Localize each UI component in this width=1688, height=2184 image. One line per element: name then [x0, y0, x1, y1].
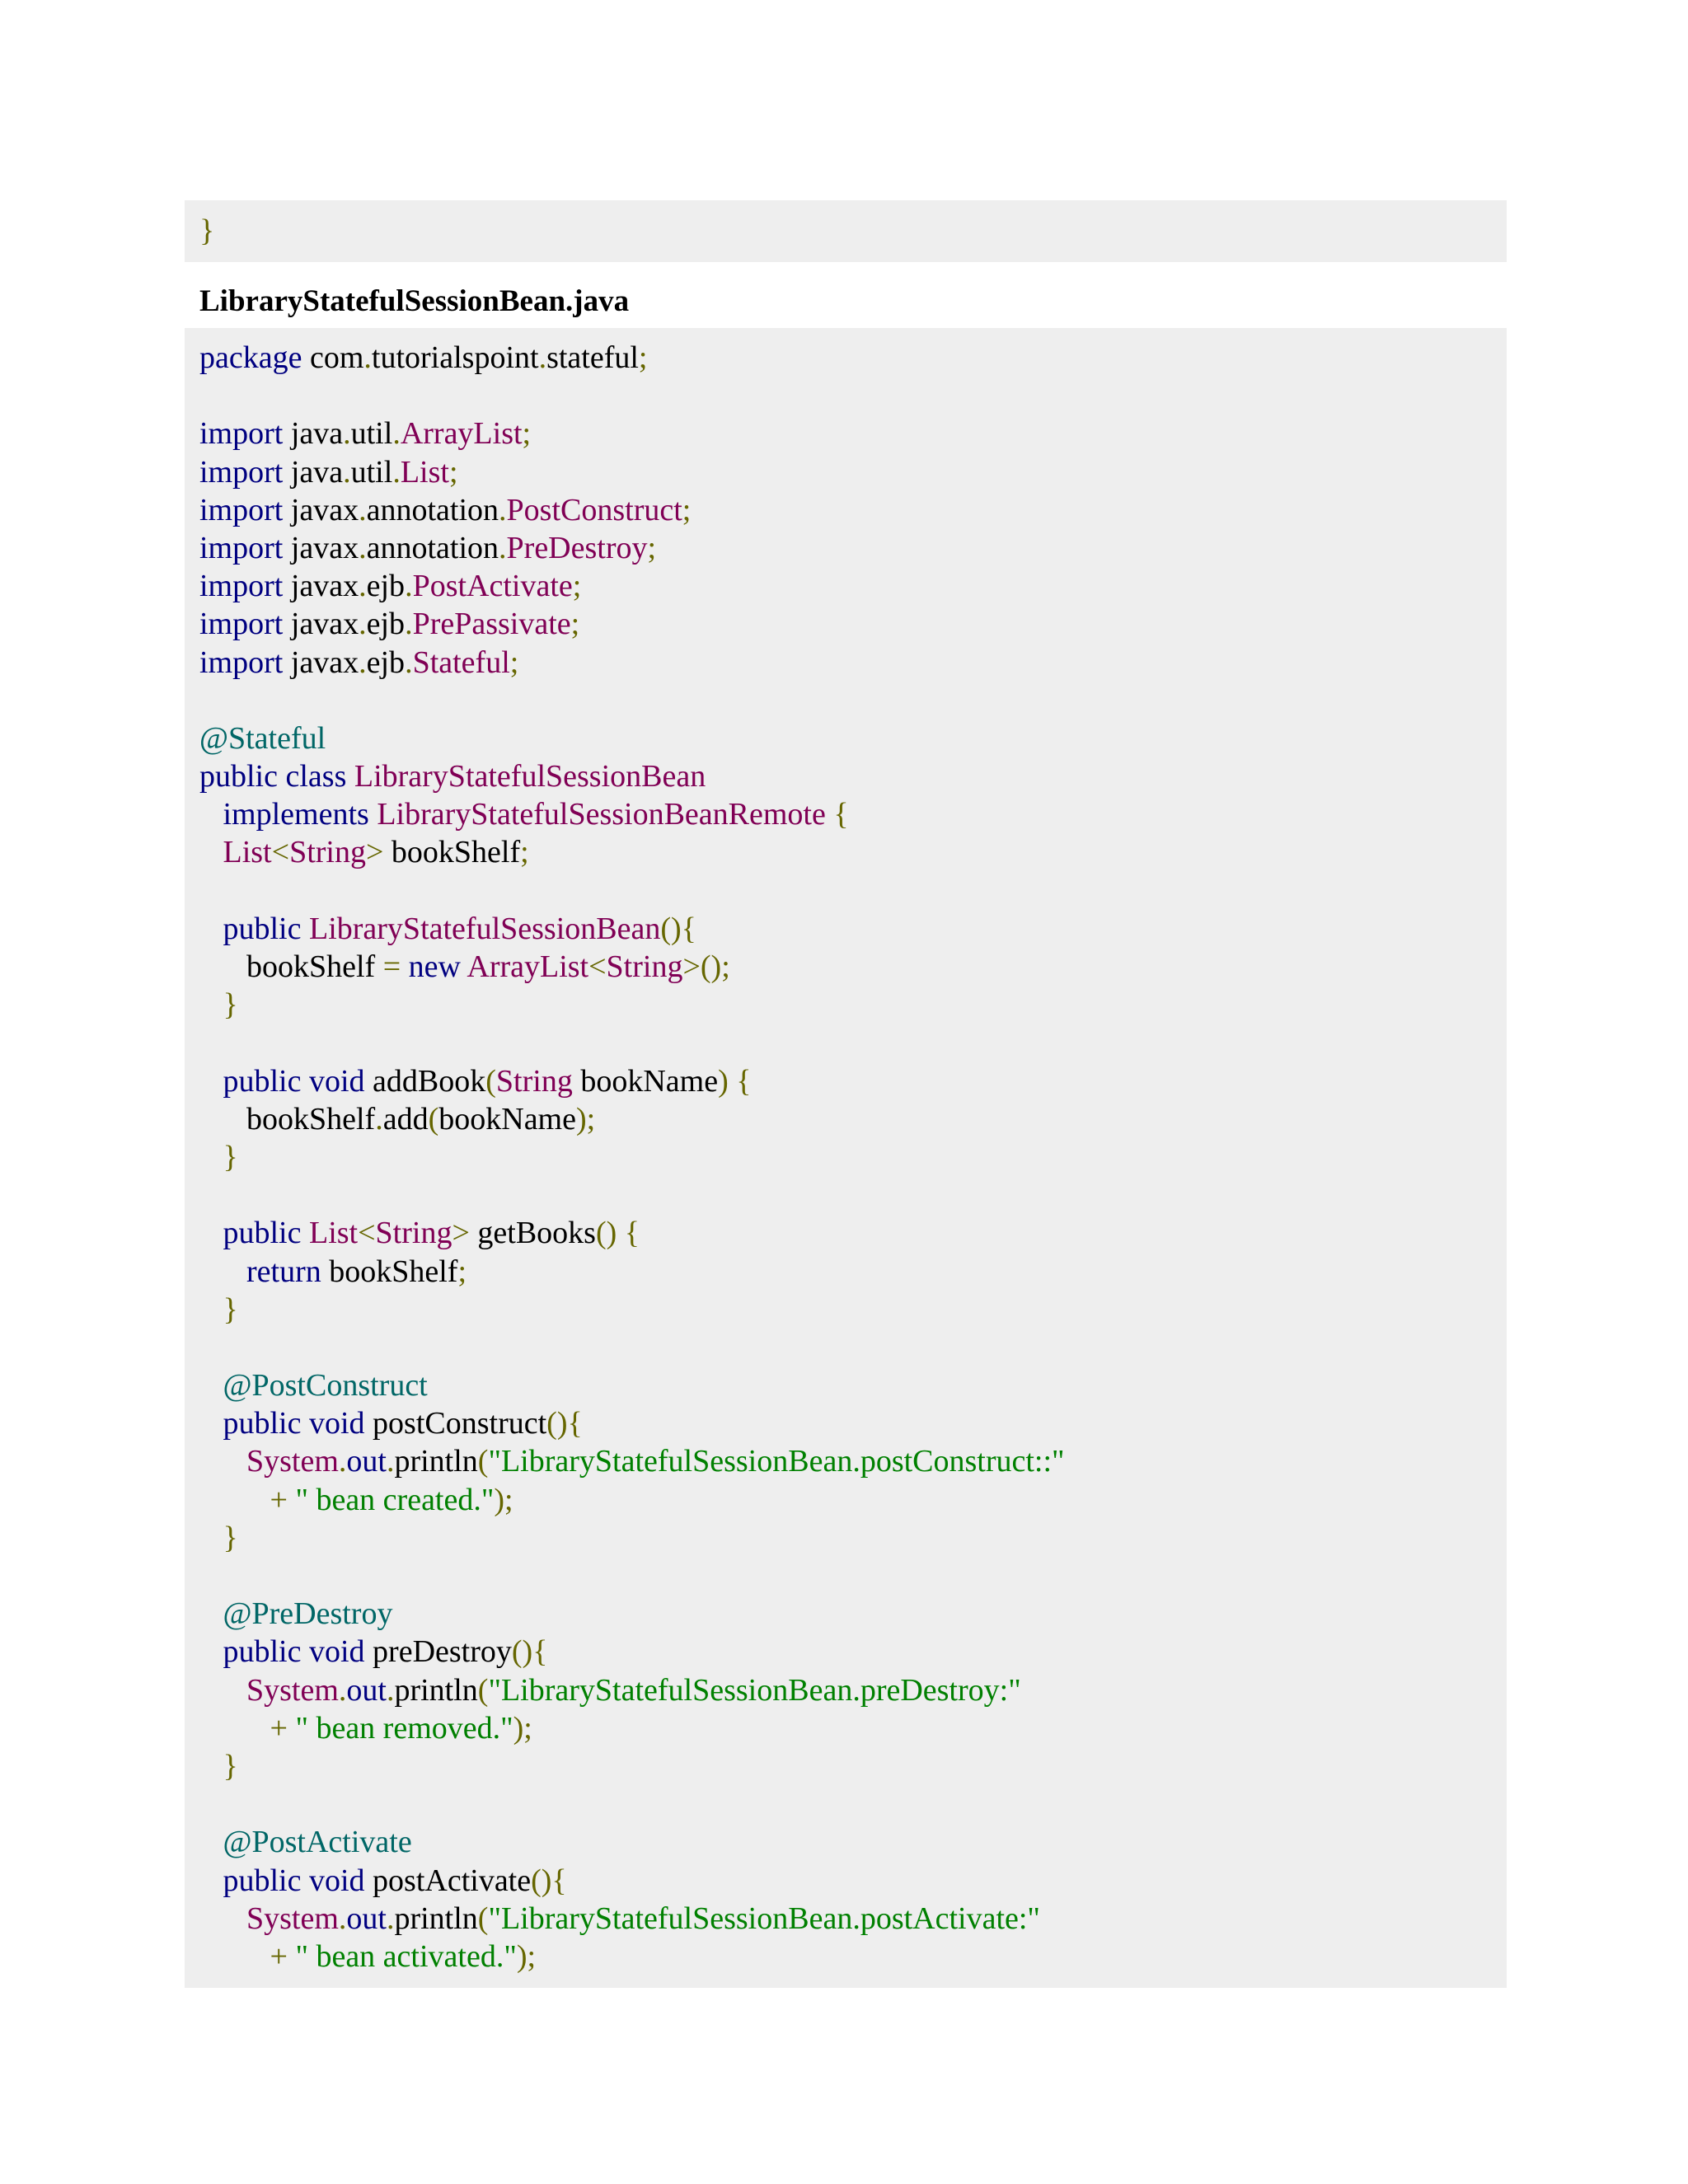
code-token: (: [477, 1900, 489, 1936]
code-token: import: [199, 607, 284, 642]
code-token: [199, 1711, 270, 1746]
code-token: .: [343, 416, 351, 452]
code-token: >: [365, 835, 384, 870]
code-line: [199, 1595, 1507, 1633]
code-token: .: [392, 416, 401, 452]
code-token: public: [223, 1063, 302, 1099]
code-token: .: [359, 607, 367, 642]
code-token: [199, 1634, 223, 1669]
code-token: "LibraryStatefulSessionBean.preDestroy:": [488, 1672, 1021, 1708]
code-line: [199, 1785, 1507, 1823]
code-token: [199, 1140, 223, 1174]
code-token: LibraryStatefulSessionBeanRemote: [377, 797, 826, 832]
code-token: .: [338, 1672, 347, 1708]
code-token: java: [283, 416, 344, 452]
code-token: ;: [682, 492, 692, 527]
code-token: annotation: [366, 492, 499, 527]
code-token: }: [223, 1139, 238, 1174]
file-title: LibraryStatefulSessionBean.java: [199, 284, 630, 318]
code-token: (: [428, 1101, 439, 1137]
code-token: String: [289, 835, 366, 870]
code-token: [199, 797, 223, 832]
code-token: .: [499, 492, 507, 527]
code-token: "LibraryStatefulSessionBean.postConstruct::": [488, 1444, 1065, 1479]
code-token: System: [246, 1900, 339, 1936]
code-token: }: [223, 1291, 238, 1327]
code-token: );: [575, 1101, 596, 1137]
code-token: " bean created.": [295, 1482, 495, 1517]
code-token: javax: [283, 569, 359, 604]
code-line: [199, 200, 1507, 262]
code-token: String: [495, 1063, 573, 1099]
code-token: import: [199, 454, 284, 490]
code-token: return: [246, 1254, 321, 1289]
code-token: .: [375, 1101, 383, 1137]
code-token: >();: [682, 949, 730, 984]
code-line: [199, 1214, 1507, 1252]
code-token: }: [223, 1520, 238, 1555]
code-line: [199, 1709, 1507, 1747]
code-token: ;: [448, 454, 458, 490]
code-token: [288, 1483, 296, 1517]
code-token: .: [359, 569, 367, 604]
code-token: package: [199, 340, 302, 375]
code-token: [199, 1825, 223, 1859]
code-token: [346, 759, 354, 794]
code-token: [617, 1216, 625, 1250]
code-token: }: [223, 1748, 238, 1783]
code-token: [288, 1711, 296, 1746]
code-token: [199, 1064, 223, 1099]
code-line: [199, 1823, 1507, 1861]
code-token: .: [405, 569, 413, 604]
code-token: public: [223, 911, 302, 946]
code-token: new: [408, 949, 461, 984]
code-line: [199, 795, 1507, 833]
code-token: [199, 1483, 270, 1517]
code-token: ;: [570, 607, 580, 642]
code-token: add: [382, 1101, 429, 1137]
code-token: >: [452, 1216, 470, 1251]
code-line: [199, 1481, 1507, 1519]
code-token: class: [285, 759, 347, 794]
code-token: " bean removed.": [295, 1710, 513, 1746]
code-token: ejb: [366, 644, 406, 680]
code-line: [199, 644, 1507, 682]
code-token: .: [386, 1900, 395, 1936]
code-line: [199, 1291, 1507, 1329]
code-token: [199, 1863, 223, 1898]
code-token: ;: [457, 1254, 467, 1289]
code-token: println: [394, 1900, 478, 1936]
code-token: void: [308, 1406, 365, 1441]
code-line: [199, 1862, 1507, 1900]
code-token: .: [359, 530, 367, 565]
code-token: stateful: [546, 340, 639, 375]
code-token: [729, 1064, 737, 1099]
code-token: .: [499, 530, 507, 565]
code-token: tutorialspoint: [371, 340, 539, 375]
code-token: [199, 1749, 223, 1783]
code-token: [401, 949, 409, 984]
code-line: [199, 529, 1507, 567]
code-token: {: [624, 1216, 640, 1251]
code-token: [301, 1064, 309, 1099]
code-token: +: [270, 1938, 288, 1974]
code-token: ejb: [366, 569, 406, 604]
code-token: [826, 797, 834, 832]
code-line: [199, 986, 1507, 1024]
code-token: <: [358, 1216, 376, 1251]
code-block-previous: [185, 200, 1507, 262]
code-line: [199, 682, 1507, 719]
code-token: import: [199, 416, 284, 452]
code-block: [185, 328, 1507, 1988]
code-token: void: [308, 1863, 365, 1898]
code-line: [199, 833, 1507, 871]
code-token: (){: [531, 1863, 567, 1898]
code-token: annotation: [366, 530, 499, 565]
code-line: [199, 605, 1507, 643]
code-token: .: [538, 340, 547, 375]
code-token: [369, 797, 377, 832]
code-line: [199, 415, 1507, 452]
code-token: import: [199, 530, 284, 565]
code-token: import: [199, 644, 284, 680]
code-line: [199, 910, 1507, 948]
code-token: System: [246, 1672, 339, 1708]
code-token: .: [386, 1444, 395, 1479]
code-token: List: [223, 835, 272, 870]
code-token: (: [477, 1672, 489, 1708]
code-token: addBook: [364, 1063, 486, 1099]
code-token: PostConstruct: [506, 492, 682, 527]
code-token: bookShelf: [199, 949, 383, 984]
code-token: @PostActivate: [223, 1825, 412, 1860]
code-token: [199, 1292, 223, 1327]
code-token: [199, 1216, 223, 1250]
code-token: [199, 1406, 223, 1441]
code-token: );: [513, 1710, 532, 1746]
code-token: ;: [522, 416, 532, 452]
code-token: );: [516, 1938, 537, 1974]
code-line: [199, 1024, 1507, 1062]
code-token: .: [386, 1672, 395, 1708]
code-token: [199, 1521, 223, 1555]
code-token: [199, 1939, 270, 1974]
code-token: public: [223, 1406, 302, 1441]
code-token: [199, 1254, 246, 1289]
code-token: bookShelf: [199, 1101, 376, 1137]
code-token: (: [477, 1444, 489, 1479]
code-token: " bean activated.": [295, 1938, 517, 1974]
code-line: [199, 491, 1507, 529]
code-token: util: [350, 416, 393, 452]
code-token: public: [223, 1634, 302, 1670]
code-token: [199, 1368, 223, 1403]
code-token: getBooks: [469, 1216, 596, 1251]
code-token: [301, 1634, 309, 1669]
code-token: [301, 1863, 309, 1898]
code-line: [199, 377, 1507, 415]
code-token: .: [338, 1444, 347, 1479]
code-line: [199, 1747, 1507, 1785]
code-token: out: [346, 1444, 387, 1479]
code-token: println: [394, 1672, 478, 1708]
code-token: {: [833, 797, 849, 832]
code-token: postConstruct: [364, 1406, 547, 1441]
code-token: @PostConstruct: [223, 1368, 428, 1404]
code-token: @PreDestroy: [223, 1596, 393, 1632]
code-token: }: [199, 213, 215, 248]
code-token: import: [199, 569, 284, 604]
code-line: [199, 1366, 1507, 1404]
code-line: [199, 453, 1507, 491]
code-token: javax: [283, 607, 359, 642]
code-token: .: [359, 644, 367, 680]
code-token: util: [350, 454, 393, 490]
code-line: [199, 948, 1507, 986]
code-line: [199, 1519, 1507, 1557]
code-token: ;: [647, 530, 657, 565]
code-token: out: [346, 1672, 387, 1708]
code-token: ;: [638, 340, 648, 375]
code-token: .: [405, 607, 413, 642]
code-token: javax: [283, 644, 359, 680]
code-line: [199, 1442, 1507, 1480]
code-token: (){: [660, 911, 696, 946]
code-token: [288, 1939, 296, 1974]
code-token: public: [223, 1863, 302, 1898]
code-token: <: [271, 835, 290, 870]
code-line: [199, 1938, 1507, 1975]
code-token: [199, 912, 223, 946]
code-token: PreDestroy: [506, 530, 648, 565]
code-token: PostActivate: [412, 569, 573, 604]
code-token: .: [405, 644, 413, 680]
code-token: (): [595, 1216, 617, 1251]
code-token: import: [199, 492, 284, 527]
code-token: ;: [572, 569, 582, 604]
code-token: );: [494, 1482, 513, 1517]
code-token: ;: [509, 644, 519, 680]
code-token: (){: [511, 1634, 548, 1670]
code-token: println: [394, 1444, 478, 1479]
code-token: [199, 1444, 246, 1479]
code-line: [199, 1404, 1507, 1442]
code-token: .: [392, 454, 401, 490]
code-line: [199, 1062, 1507, 1100]
code-token: postActivate: [364, 1863, 532, 1898]
code-token: {: [736, 1063, 752, 1099]
code-token: }: [223, 987, 238, 1023]
code-token: public: [223, 1216, 302, 1251]
code-token: bookShelf: [383, 835, 521, 870]
code-token: Stateful: [412, 644, 510, 680]
code-line: [199, 1176, 1507, 1214]
code-line: [199, 1633, 1507, 1671]
code-token: .: [343, 454, 351, 490]
code-line: [199, 757, 1507, 795]
code-token: System: [246, 1444, 339, 1479]
code-line: [199, 1671, 1507, 1709]
code-token: javax: [283, 530, 359, 565]
code-token: LibraryStatefulSessionBean: [308, 911, 661, 946]
code-token: preDestroy: [364, 1634, 512, 1670]
code-token: implements: [223, 797, 369, 832]
code-line: [199, 1138, 1507, 1176]
code-token: =: [382, 949, 401, 984]
code-token: com: [302, 340, 364, 375]
code-token: "LibraryStatefulSessionBean.postActivate:": [488, 1900, 1040, 1936]
code-line: [199, 872, 1507, 910]
code-token: bookName: [572, 1063, 719, 1099]
code-token: +: [270, 1482, 288, 1517]
code-token: javax: [283, 492, 359, 527]
code-line: [199, 339, 1507, 377]
code-token: ): [718, 1063, 729, 1099]
code-token: [199, 987, 223, 1022]
code-line: [199, 1253, 1507, 1291]
code-line: [199, 719, 1507, 757]
code-token: List: [308, 1216, 359, 1251]
code-token: out: [346, 1900, 387, 1936]
code-token: .: [359, 492, 367, 527]
code-token: .: [363, 340, 372, 375]
code-token: @Stateful: [199, 720, 326, 756]
code-token: [199, 1673, 246, 1708]
code-token: ejb: [366, 607, 406, 642]
code-token: ;: [520, 835, 529, 870]
code-token: [199, 1596, 223, 1631]
code-token: [199, 835, 223, 869]
code-token: List: [400, 454, 449, 490]
code-token: PrePassivate: [412, 607, 571, 642]
code-token: (: [485, 1063, 496, 1099]
code-token: String: [606, 949, 683, 984]
code-token: ArrayList: [400, 416, 523, 452]
code-line: [199, 1100, 1507, 1138]
code-line: [199, 1557, 1507, 1595]
code-token: [301, 1216, 309, 1250]
code-token: bookShelf: [321, 1254, 458, 1289]
code-token: (){: [546, 1406, 583, 1441]
code-line: [199, 1900, 1507, 1938]
code-token: LibraryStatefulSessionBean: [354, 759, 706, 794]
code-token: java: [283, 454, 344, 490]
code-token: void: [308, 1634, 365, 1670]
code-token: String: [375, 1216, 452, 1251]
code-line: [199, 567, 1507, 605]
code-token: bookName: [438, 1101, 576, 1137]
code-line: [199, 1329, 1507, 1366]
code-token: <: [588, 949, 607, 984]
code-token: [199, 1901, 246, 1936]
code-token: [301, 1406, 309, 1441]
code-token: .: [338, 1900, 347, 1936]
code-token: public: [199, 759, 278, 794]
code-token: [301, 912, 309, 946]
code-token: +: [270, 1710, 288, 1746]
code-token: ArrayList: [467, 949, 589, 984]
code-token: void: [308, 1063, 365, 1099]
